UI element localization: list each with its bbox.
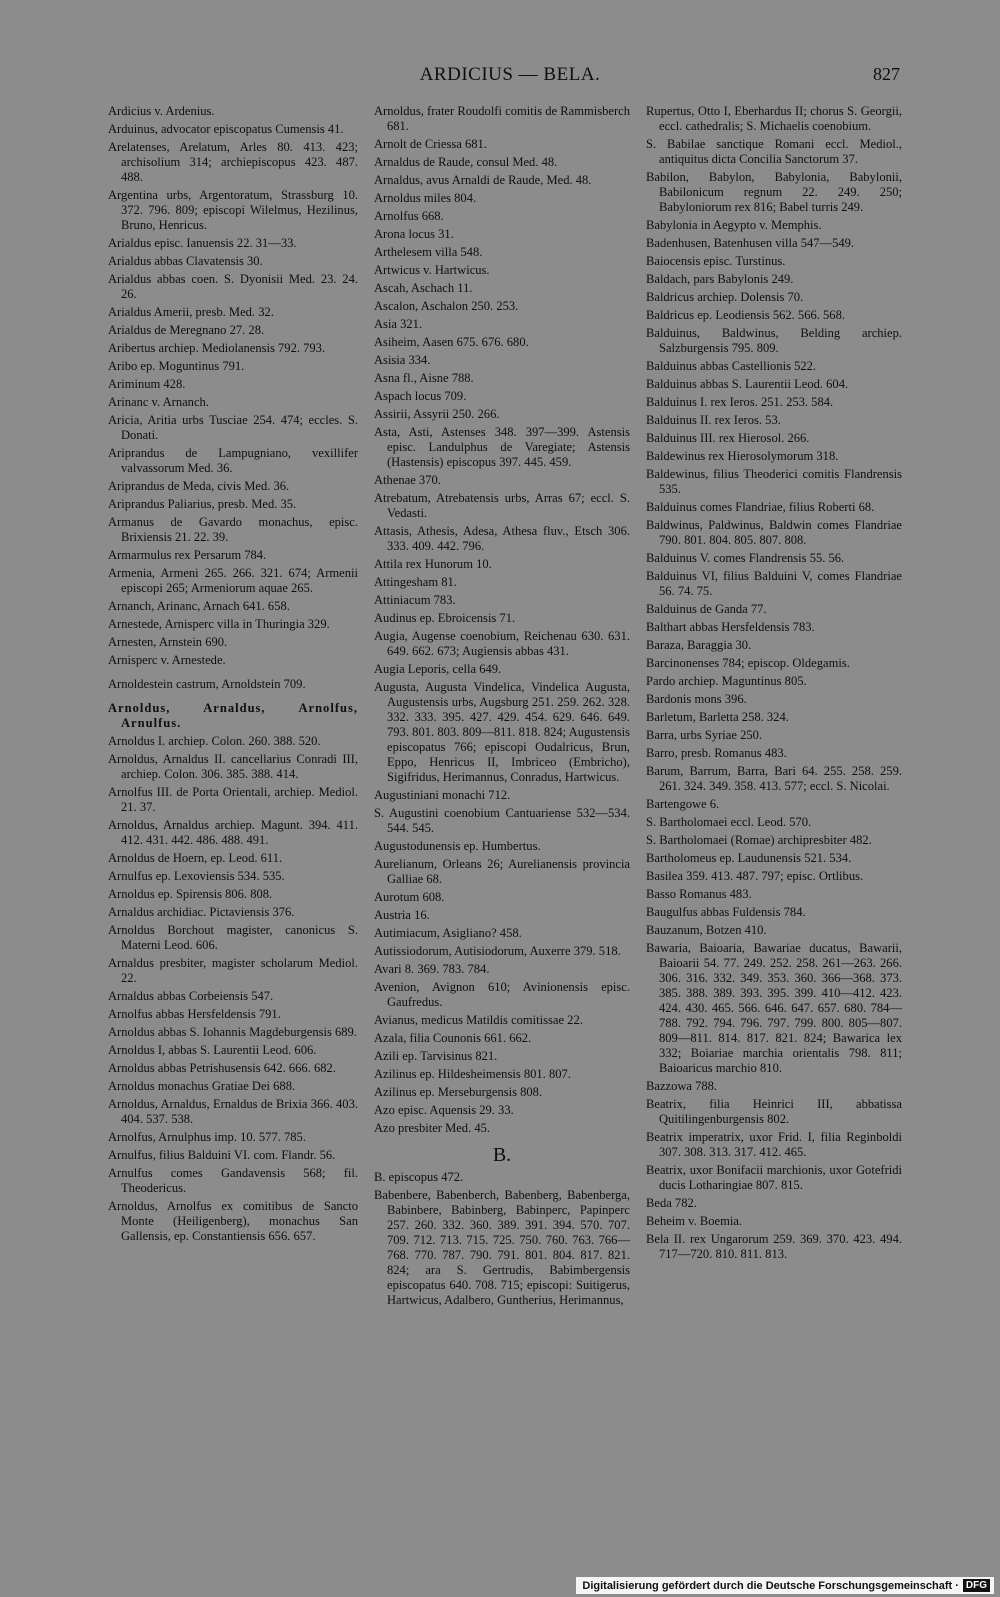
index-entry: Arnaldus archidiac. Pictaviensis 376. [108,905,295,919]
index-entry: Baldach, pars Babylonis 249. [646,272,794,286]
index-entry: Baugulfus abbas Fuldensis 784. [646,905,806,919]
index-entry: Azala, filia Counonis 661. 662. [374,1031,532,1045]
index-entry: Badenhusen, Batenhusen villa 547—549. [646,236,855,250]
index-entry: Arelatenses, Arelatum, Arles 80. 413. 423; archisolium 314; archiepiscopus 423. 487. 488. [108,140,358,184]
index-entry: Arnoldus de Hoern, ep. Leod. 611. [108,851,283,865]
index-entry: Argentina urbs, Argentoratum, Strassburg 10. 372. 796. 809; episcopi Wilelmus, Hezilinus, Bruno, Henricus. [108,188,358,232]
index-entry: Aricia, Aritia urbs Tusciae 254. 474; eccles. S. Donati. [108,413,358,442]
index-entry: Arnoldus miles 804. [374,191,477,205]
index-entry: Arnoldus, Arnaldus II. cancellarius Conradi III, archiep. Colon. 306. 385. 388. 414. [108,752,358,781]
index-entry: Babenbere, Babenberch, Babenberg, Babenberga, Babinbere, Babinberg, Babinperc, Papinperc 257. 260. 332. 360. 389. 391. 394. 570. 707. 709. 712. 713. 715. 725. 750. 760. 763. 766—768. 770. 787. 790. 791. 801. 804. 817. 821. 824; ara S. Gertrudis, Babimbergensis episcopatus 640. 708. 715; episcopi: Suitigerus, Hartwicus, Adalbero, Guntherius, Herimannus, [374,1188,630,1307]
index-entry: Arnoldus, Arnolfus ex comitibus de Sancto Monte (Heiligenberg), monachus San Gallensis, ep. Constantiensis 656. 657. [108,1199,358,1243]
index-entry: Aribertus archiep. Mediolanensis 792. 793. [108,341,326,355]
index-entry: Balduinus VI, filius Balduini V, comes Flandriae 56. 74. 75. [646,569,902,598]
index-entry: Azo presbiter Med. 45. [374,1121,491,1135]
index-entry: Baldewinus rex Hierosolymorum 318. [646,449,839,463]
funding-footer [576,1577,994,1594]
index-entry: Arialdus de Meregnano 27. 28. [108,323,265,337]
index-entry: Arnoldus, Arnaldus, Arnolfus, Arnulfus. [108,701,358,730]
index-entry: Bazzowa 788. [646,1079,718,1093]
index-entry: Azo episc. Aquensis 29. 33. [374,1103,514,1117]
index-entry: Aribo ep. Moguntinus 791. [108,359,245,373]
index-entry: Augia Leporis, cella 649. [374,662,502,676]
index-entry: Arnisperc v. Arnestede. [108,653,226,667]
index-entry: Atrebatum, Atrebatensis urbs, Arras 67; eccl. S. Vedasti. [374,491,630,520]
index-entry: Arnoldus I. archiep. Colon. 260. 388. 520. [108,734,321,748]
index-entry: Attasis, Athesis, Adesa, Athesa fluv., Etsch 306. 333. 409. 442. 796. [374,524,630,553]
index-entry: Arthelesem villa 548. [374,245,483,259]
index-entry: Attingesham 81. [374,575,457,589]
index-entry: Armenia, Armeni 265. 266. 321. 674; Armenii episcopi 265; Armeniorum aquae 265. [108,566,358,595]
index-entry: Barcinonenses 784; episcop. Oldegamis. [646,656,850,670]
index-entry: Augusta, Augusta Vindelica, Vindelica Augusta, Augustensis urbs, Augsburg 251. 259. 262. 328. 332. 333. 395. 427. 429. 454. 629. 646. 649. 793. 801. 803. 809—811. 818. 824; Augustensis episcopatus 766; episcopi Oudalricus, Brun, Eppo, Henricus II, Imbriceo (Embricho), Sigifridus, Herimannus, Conradus, Hartwicus. [374,680,630,784]
index-entry: Arnaldus de Raude, consul Med. 48. [374,155,558,169]
index-entry: Arnoldus abbas S. Iohannis Magdeburgensis 689. [108,1025,357,1039]
index-entry: Arnulfus ep. Lexoviensis 534. 535. [108,869,285,883]
index-entry: Balduinus, Baldwinus, Belding archiep. Salzburgensis 795. 809. [646,326,902,355]
index-entry: Bawaria, Baioaria, Bawariae ducatus, Bawarii, Baioarii 54. 77. 249. 252. 258. 261—263. 266. 306. 316. 332. 349. 353. 360. 366—368. 373. 385. 388. 389. 393. 395. 399. 410—412. 423. 424. 430. 465. 566. 646. 647. 657. 680. 784—788. 792. 794. 796. 797. 799. 800. 805—807. 809—811. 814. 817. 821. 824; Bawarica lex 332; Boiariae marchia orientalis 798. 811; Baioaricus marchio 810. [646,941,902,1075]
index-entry: Bartengowe 6. [646,797,720,811]
index-entry: Augia, Augense coenobium, Reichenau 630. 631. 649. 662. 673; Augiensis abbas 431. [374,629,630,658]
index-entry: Avari 8. 369. 783. 784. [374,962,490,976]
index-entry: Ariprandus de Meda, civis Med. 36. [108,479,290,493]
index-entry: Autissiodorum, Autisiodorum, Auxerre 379. 518. [374,944,621,958]
index-entry: Arnoldestein castrum, Arnoldstein 709. [108,677,306,691]
index-entry: Arnolfus III. de Porta Orientali, archiep. Mediol. 21. 37. [108,785,358,814]
index-entry: Pardo archiep. Maguntinus 805. [646,674,807,688]
index-entry: Beatrix, filia Heinrici III, abbatissa Quitilingenburgensis 802. [646,1097,902,1126]
index-entry: Baldricus archiep. Dolensis 70. [646,290,804,304]
index-entry: Asna fl., Aisne 788. [374,371,474,385]
index-entry: Aurelianum, Orleans 26; Aurelianensis provincia Galliae 68. [374,857,630,886]
index-entry: Balduinus III. rex Hierosol. 266. [646,431,810,445]
index-entry: Balduinus de Ganda 77. [646,602,767,616]
index-column-3 [646,104,902,1265]
index-entry: Beatrix imperatrix, uxor Frid. I, filia Reginboldi 307. 308. 313. 317. 412. 465. [646,1130,902,1159]
index-entry: Audinus ep. Ebroicensis 71. [374,611,516,625]
index-entry: Asisia 334. [374,353,431,367]
index-entry: Babilon, Babylon, Babylonia, Babylonii, Babilonicum regnum 22. 249. 250; Babyloniorum rex 816; Babel turris 249. [646,170,902,214]
index-entry: S. Babilae sanctique Romani eccl. Mediol., antiquitus dicta Concilia Sanctorum 37. [646,137,902,166]
index-entry: Assirii, Assyrii 250. 266. [374,407,500,421]
index-entry: B. episcopus 472. [374,1170,464,1184]
index-entry: Augustiniani monachi 712. [374,788,511,802]
index-entry: Arnolfus, Arnulphus imp. 10. 577. 785. [108,1130,306,1144]
index-entry: Baldewinus, filius Theoderici comitis Flandrensis 535. [646,467,902,496]
index-entry: Aurotum 608. [374,890,445,904]
index-entry: Ariprandus de Lampugniano, vexillifer valvassorum Med. 36. [108,446,358,475]
index-column-2-entries [374,104,630,1136]
page-number: 827 [873,64,900,84]
index-entry: Balduinus II. rex Ieros. 53. [646,413,781,427]
index-entry: Ascah, Aschach 11. [374,281,473,295]
index-entry: Aspach locus 709. [374,389,467,403]
index-column-2 [374,104,630,1311]
index-entry: Arnoldus Borchout magister, canonicus S. Materni Leod. 606. [108,923,358,952]
index-entry: Bardonis mons 396. [646,692,747,706]
index-entry: Arnaldus abbas Corbeiensis 547. [108,989,274,1003]
index-entry: Armarmulus rex Persarum 784. [108,548,267,562]
index-entry: Beda 782. [646,1196,697,1210]
index-entry: Arona locus 31. [374,227,454,241]
index-entry: Arduinus, advocator episcopatus Cumensis 41. [108,122,344,136]
index-entry: Austria 16. [374,908,430,922]
index-entry: Arnoldus, Arnaldus archiep. Magunt. 394. 411. 412. 431. 442. 486. 488. 491. [108,818,358,847]
index-entry: Arnanch, Arinanc, Arnach 641. 658. [108,599,290,613]
index-entry: Arnolfus 668. [374,209,444,223]
index-entry: Arinanc v. Arnanch. [108,395,209,409]
index-entry: Arnolt de Criessa 681. [374,137,487,151]
index-entry: Arnoldus I, abbas S. Laurentii Leod. 606. [108,1043,317,1057]
index-entry: Barum, Barrum, Barra, Bari 64. 255. 258. 259. 261. 324. 349. 358. 413. 577; eccl. S. Nicolai. [646,764,902,793]
index-entry: Balduinus abbas S. Laurentii Leod. 604. [646,377,849,391]
index-entry: Arnolfus abbas Hersfeldensis 791. [108,1007,281,1021]
index-entry: Baldwinus, Paldwinus, Baldwin comes Flandriae 790. 801. 804. 805. 807. 808. [646,518,902,547]
index-entry: S. Bartholomaei eccl. Leod. 570. [646,815,812,829]
index-entry: Arnaldus presbiter, magister scholarum Mediol. 22. [108,956,358,985]
index-entry: Azili ep. Tarvisinus 821. [374,1049,498,1063]
section-heading-b: B. [492,1144,512,1166]
index-entry: Arnoldus ep. Spirensis 806. 808. [108,887,273,901]
index-entry: Balthart abbas Hersfeldensis 783. [646,620,815,634]
index-entry: Rupertus, Otto I, Eberhardus II; chorus S. Georgii, eccl. cathedralis; S. Michaelis coenobium. [646,104,902,133]
index-entry: Arialdus Amerii, presb. Med. 32. [108,305,274,319]
index-entry: Arnoldus, Arnaldus, Ernaldus de Brixia 366. 403. 404. 537. 538. [108,1097,358,1126]
index-entry: Arnoldus monachus Gratiae Dei 688. [108,1079,296,1093]
index-entry: Asiheim, Aasen 675. 676. 680. [374,335,529,349]
index-entry: Attiniacum 783. [374,593,456,607]
index-entry: Ardicius v. Ardenius. [108,104,215,118]
index-entry: Ariminum 428. [108,377,186,391]
dfg-logo: DFG [963,1579,990,1592]
index-entry: Baraza, Baraggia 30. [646,638,752,652]
index-entry: Azilinus ep. Hildesheimensis 801. 807. [374,1067,571,1081]
index-entry: Barra, urbs Syriae 250. [646,728,763,742]
index-entry: Arnulfus, filius Balduini VI. com. Flandr. 56. [108,1148,336,1162]
index-entry: Ascalon, Aschalon 250. 253. [374,299,519,313]
index-entry: Balduinus V. comes Flandrensis 55. 56. [646,551,845,565]
index-entry: Attila rex Hunorum 10. [374,557,492,571]
footer-text: Digitalisierung gefördert durch die Deutsche Forschungsgemeinschaft · [582,1579,959,1592]
index-entry: Arnoldus, frater Roudolfi comitis de Rammisberch 681. [374,104,630,133]
section-b-entries [374,1170,630,1308]
index-entry: Barro, presb. Romanus 483. [646,746,787,760]
index-entry: Beheim v. Boemia. [646,1214,743,1228]
index-entry: Ariprandus Paliarius, presb. Med. 35. [108,497,297,511]
index-entry: Armanus de Gavardo monachus, episc. Brixiensis 21. 22. 39. [108,515,358,544]
index-entry: Arialdus abbas coen. S. Dyonisii Med. 23. 24. 26. [108,272,358,301]
index-entry: Bartholomeus ep. Laudunensis 521. 534. [646,851,852,865]
index-entry: Arialdus abbas Clavatensis 30. [108,254,263,268]
running-header-title: ARDICIUS — BELA. [419,64,601,85]
index-entry: S. Augustini coenobium Cantuariense 532—534. 544. 545. [374,806,630,835]
index-entry: Barletum, Barletta 258. 324. [646,710,789,724]
index-entry: Balduinus abbas Castellionis 522. [646,359,817,373]
index-entry: Azilinus ep. Merseburgensis 808. [374,1085,543,1099]
index-entry: Autimiacum, Asigliano? 458. [374,926,522,940]
index-entry: Arnestede, Arnisperc villa in Thuringia 329. [108,617,330,631]
index-entry: Bauzanum, Botzen 410. [646,923,767,937]
index-entry: Babylonia in Aegypto v. Memphis. [646,218,822,232]
index-entry: Asta, Asti, Astenses 348. 397—399. Astensis episc. Landulphus de Varegiate; Astensis (Hastensis) episcopus 397. 445. 459. [374,425,630,469]
index-entry: S. Bartholomaei (Romae) archipresbiter 482. [646,833,872,847]
index-column-1 [108,104,358,1247]
index-entry: Avianus, medicus Matildis comitissae 22. [374,1013,583,1027]
index-entry: Basso Romanus 483. [646,887,752,901]
index-entry: Balduinus comes Flandriae, filius Roberti 68. [646,500,875,514]
index-entry: Avenion, Avignon 610; Avinionensis episc. Gaufredus. [374,980,630,1009]
index-entry: Arnaldus, avus Arnaldi de Raude, Med. 48. [374,173,592,187]
index-entry: Bela II. rex Ungarorum 259. 369. 370. 423. 494. 717—720. 810. 811. 813. [646,1232,902,1261]
index-entry: Augustodunensis ep. Humbertus. [374,839,541,853]
index-entry: Arialdus episc. Ianuensis 22. 31—33. [108,236,297,250]
index-entry: Baldricus ep. Leodiensis 562. 566. 568. [646,308,845,322]
index-entry: Arnesten, Arnstein 690. [108,635,228,649]
index-entry: Beatrix, uxor Bonifacii marchionis, uxor Gotefridi ducis Lotharingiae 807. 815. [646,1163,902,1192]
index-entry: Arnulfus comes Gandavensis 568; fil. Theodericus. [108,1166,358,1195]
index-entry: Basilea 359. 413. 487. 797; episc. Ortlibus. [646,869,864,883]
index-entry: Asia 321. [374,317,423,331]
index-entry: Baiocensis episc. Turstinus. [646,254,786,268]
index-entry: Artwicus v. Hartwicus. [374,263,490,277]
index-entry: Balduinus I. rex Ieros. 251. 253. 584. [646,395,834,409]
index-entry: Athenae 370. [374,473,441,487]
index-entry: Arnoldus abbas Petrishusensis 642. 666. 682. [108,1061,336,1075]
